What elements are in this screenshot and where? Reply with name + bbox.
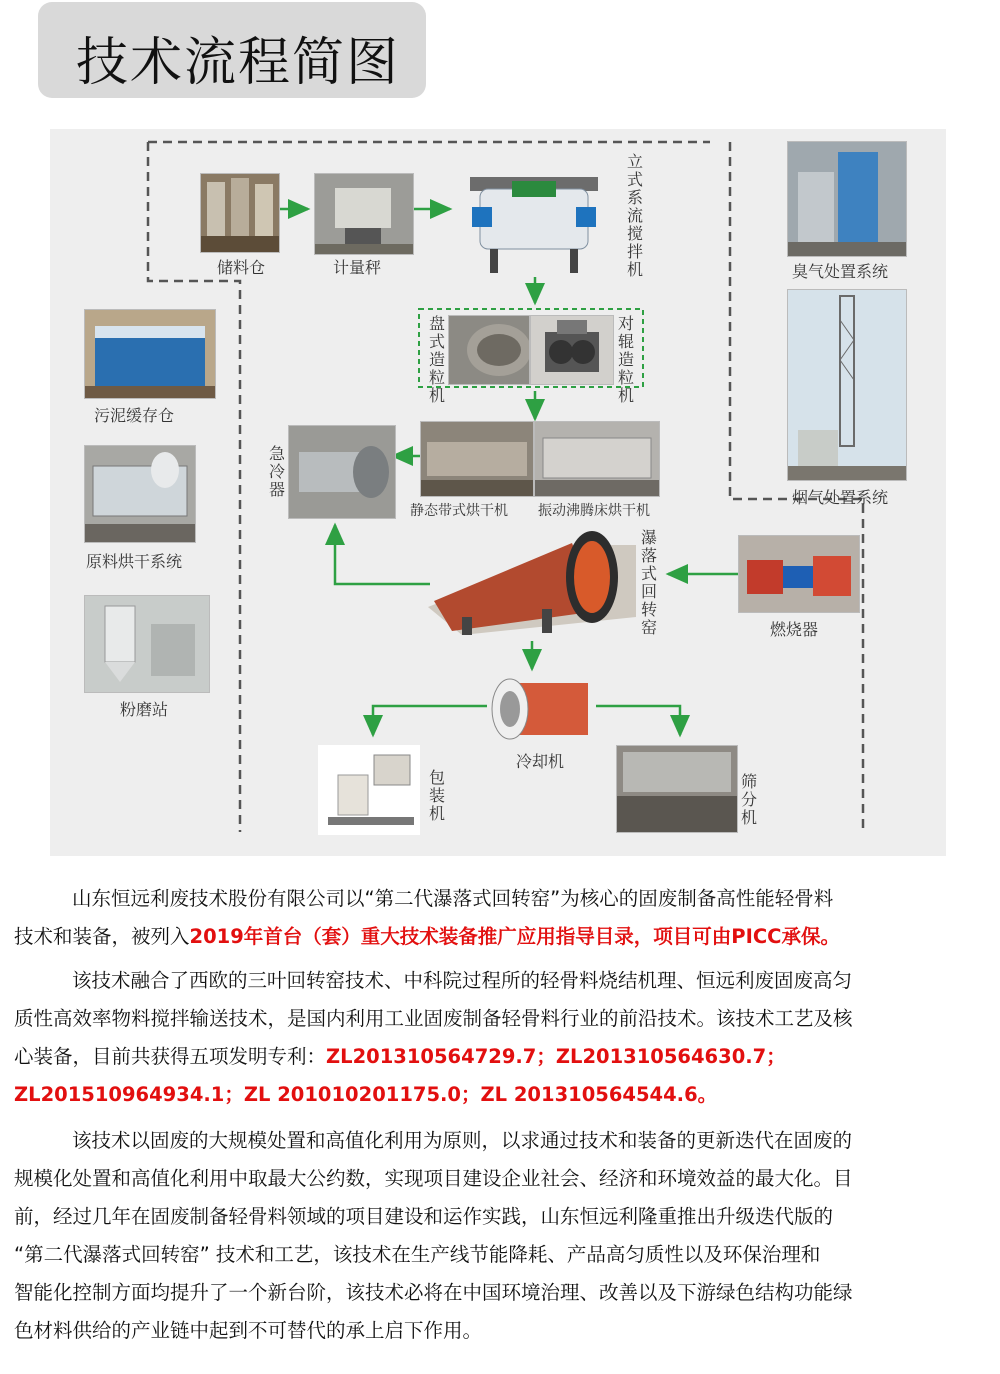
cooler-label: 冷却机 xyxy=(516,752,565,771)
cooler-photo xyxy=(488,673,596,745)
sludge-bin-photo xyxy=(84,309,216,399)
burner-photo xyxy=(738,535,860,613)
odor-treatment-photo xyxy=(787,141,907,257)
flue-gas-treatment-photo xyxy=(787,289,907,481)
quench-cooler-label: 急冷器 xyxy=(268,444,285,499)
p3-line5: 智能化控制方面均提升了一个新台阶，该技术必将在中国环境治理、改善以及下游绿色结构功能绿 xyxy=(14,1281,853,1304)
metering-scale-label: 计量秤 xyxy=(333,258,382,277)
raw-material-dryer-label: 原料烘干系统 xyxy=(86,552,183,571)
vertical-mixer-label: 立式系流搅拌机 xyxy=(626,152,643,279)
storage-bin-photo xyxy=(200,173,280,253)
disc-pelletizer-label: 盘式造粒机 xyxy=(428,314,445,405)
odor-treatment-label: 臭气处置系统 xyxy=(792,262,889,281)
disc-pelletizer-photo xyxy=(448,315,530,385)
burner-label: 燃烧器 xyxy=(770,620,819,639)
rotary-kiln-photo xyxy=(422,521,642,639)
p2-line3: 心装备，目前共获得五项发明专利： xyxy=(14,1045,327,1068)
arrow-cooler-to-packaging xyxy=(373,706,487,735)
arrow-cooler-to-screening xyxy=(596,706,680,735)
fluid-bed-dryer-label: 振动沸腾床烘干机 xyxy=(538,503,650,519)
storage-bin-label: 储料仓 xyxy=(217,258,266,277)
principle-paragraph xyxy=(14,1122,986,1350)
raw-material-dryer-photo xyxy=(84,445,196,543)
patent-list-line1: ZL201310564729.7；ZL201310564630.7； xyxy=(326,1045,786,1068)
title-banner xyxy=(38,2,426,98)
quench-cooler-photo xyxy=(288,425,396,519)
p1-highlight: 2019年首台（套）重大技术装备推广应用指导目录，项目可由PICC承保。 xyxy=(189,925,840,948)
screening-machine-label: 筛分机 xyxy=(740,772,757,827)
belt-dryer-photo xyxy=(420,421,534,497)
p3-line2: 规模化处置和高值化利用中取最大公约数，实现项目建设企业社会、经济和环境效益的最大化。目 xyxy=(14,1167,853,1190)
screening-machine-photo xyxy=(616,745,738,833)
rotary-kiln-label: 瀑落式回转窑 xyxy=(640,528,657,637)
metering-scale-photo xyxy=(314,173,414,255)
p3-line1: 该技术以固废的大规模处置和高值化利用为原则，以求通过技术和装备的更新迭代在固废的 xyxy=(72,1129,853,1152)
p3-line6: 色材料供给的产业链中起到不可替代的承上启下作用。 xyxy=(14,1319,483,1342)
roller-pelletizer-label: 对辊造粒机 xyxy=(617,314,634,405)
p2-line1: 该技术融合了西欧的三叶回转窑技术、中科院过程所的轻骨料烧结机理、恒远利废固废高匀 xyxy=(72,969,853,992)
vertical-mixer-photo xyxy=(462,167,606,275)
intro-paragraph xyxy=(14,880,986,956)
page-title: 技术流程简图 xyxy=(76,33,401,93)
packaging-machine-photo xyxy=(318,745,420,835)
flue-gas-treatment-label: 烟气处置系统 xyxy=(792,488,889,507)
belt-dryer-label: 静态带式烘干机 xyxy=(410,503,508,519)
grinding-station-photo xyxy=(84,595,210,693)
fluid-bed-dryer-photo xyxy=(534,421,660,497)
p2-line2: 质性高效率物料搅拌输送技术，是国内利用工业固废制备轻骨料行业的前沿技术。该技术工艺及核 xyxy=(14,1007,853,1030)
p1-line1: 山东恒远利废技术股份有限公司以“第二代瀑落式回转窑”为核心的固废制备高性能轻骨料 xyxy=(72,887,834,910)
roller-pelletizer-photo xyxy=(530,315,614,385)
packaging-machine-label: 包装机 xyxy=(428,768,445,823)
sludge-bin-label: 污泥缓存仓 xyxy=(94,406,175,425)
arrow-kiln-to-quench xyxy=(335,525,430,584)
patent-list-line2: ZL201510964934.1；ZL 201010201175.0；ZL 201310564544.6。 xyxy=(14,1083,718,1106)
grinding-station-label: 粉磨站 xyxy=(120,700,169,719)
p3-line3: 前，经过几年在固废制备轻骨料领域的项目建设和运作实践，山东恒远利隆重推出升级迭代版的 xyxy=(14,1205,834,1228)
technology-paragraph xyxy=(14,962,986,1114)
process-flow-diagram xyxy=(50,129,946,856)
p1-line2: 技术和装备，被列入 xyxy=(14,925,190,948)
p3-line4: “第二代瀑落式回转窑” 技术和工艺，该技术在生产线节能降耗、产品高匀质性以及环保治理和 xyxy=(14,1243,821,1266)
